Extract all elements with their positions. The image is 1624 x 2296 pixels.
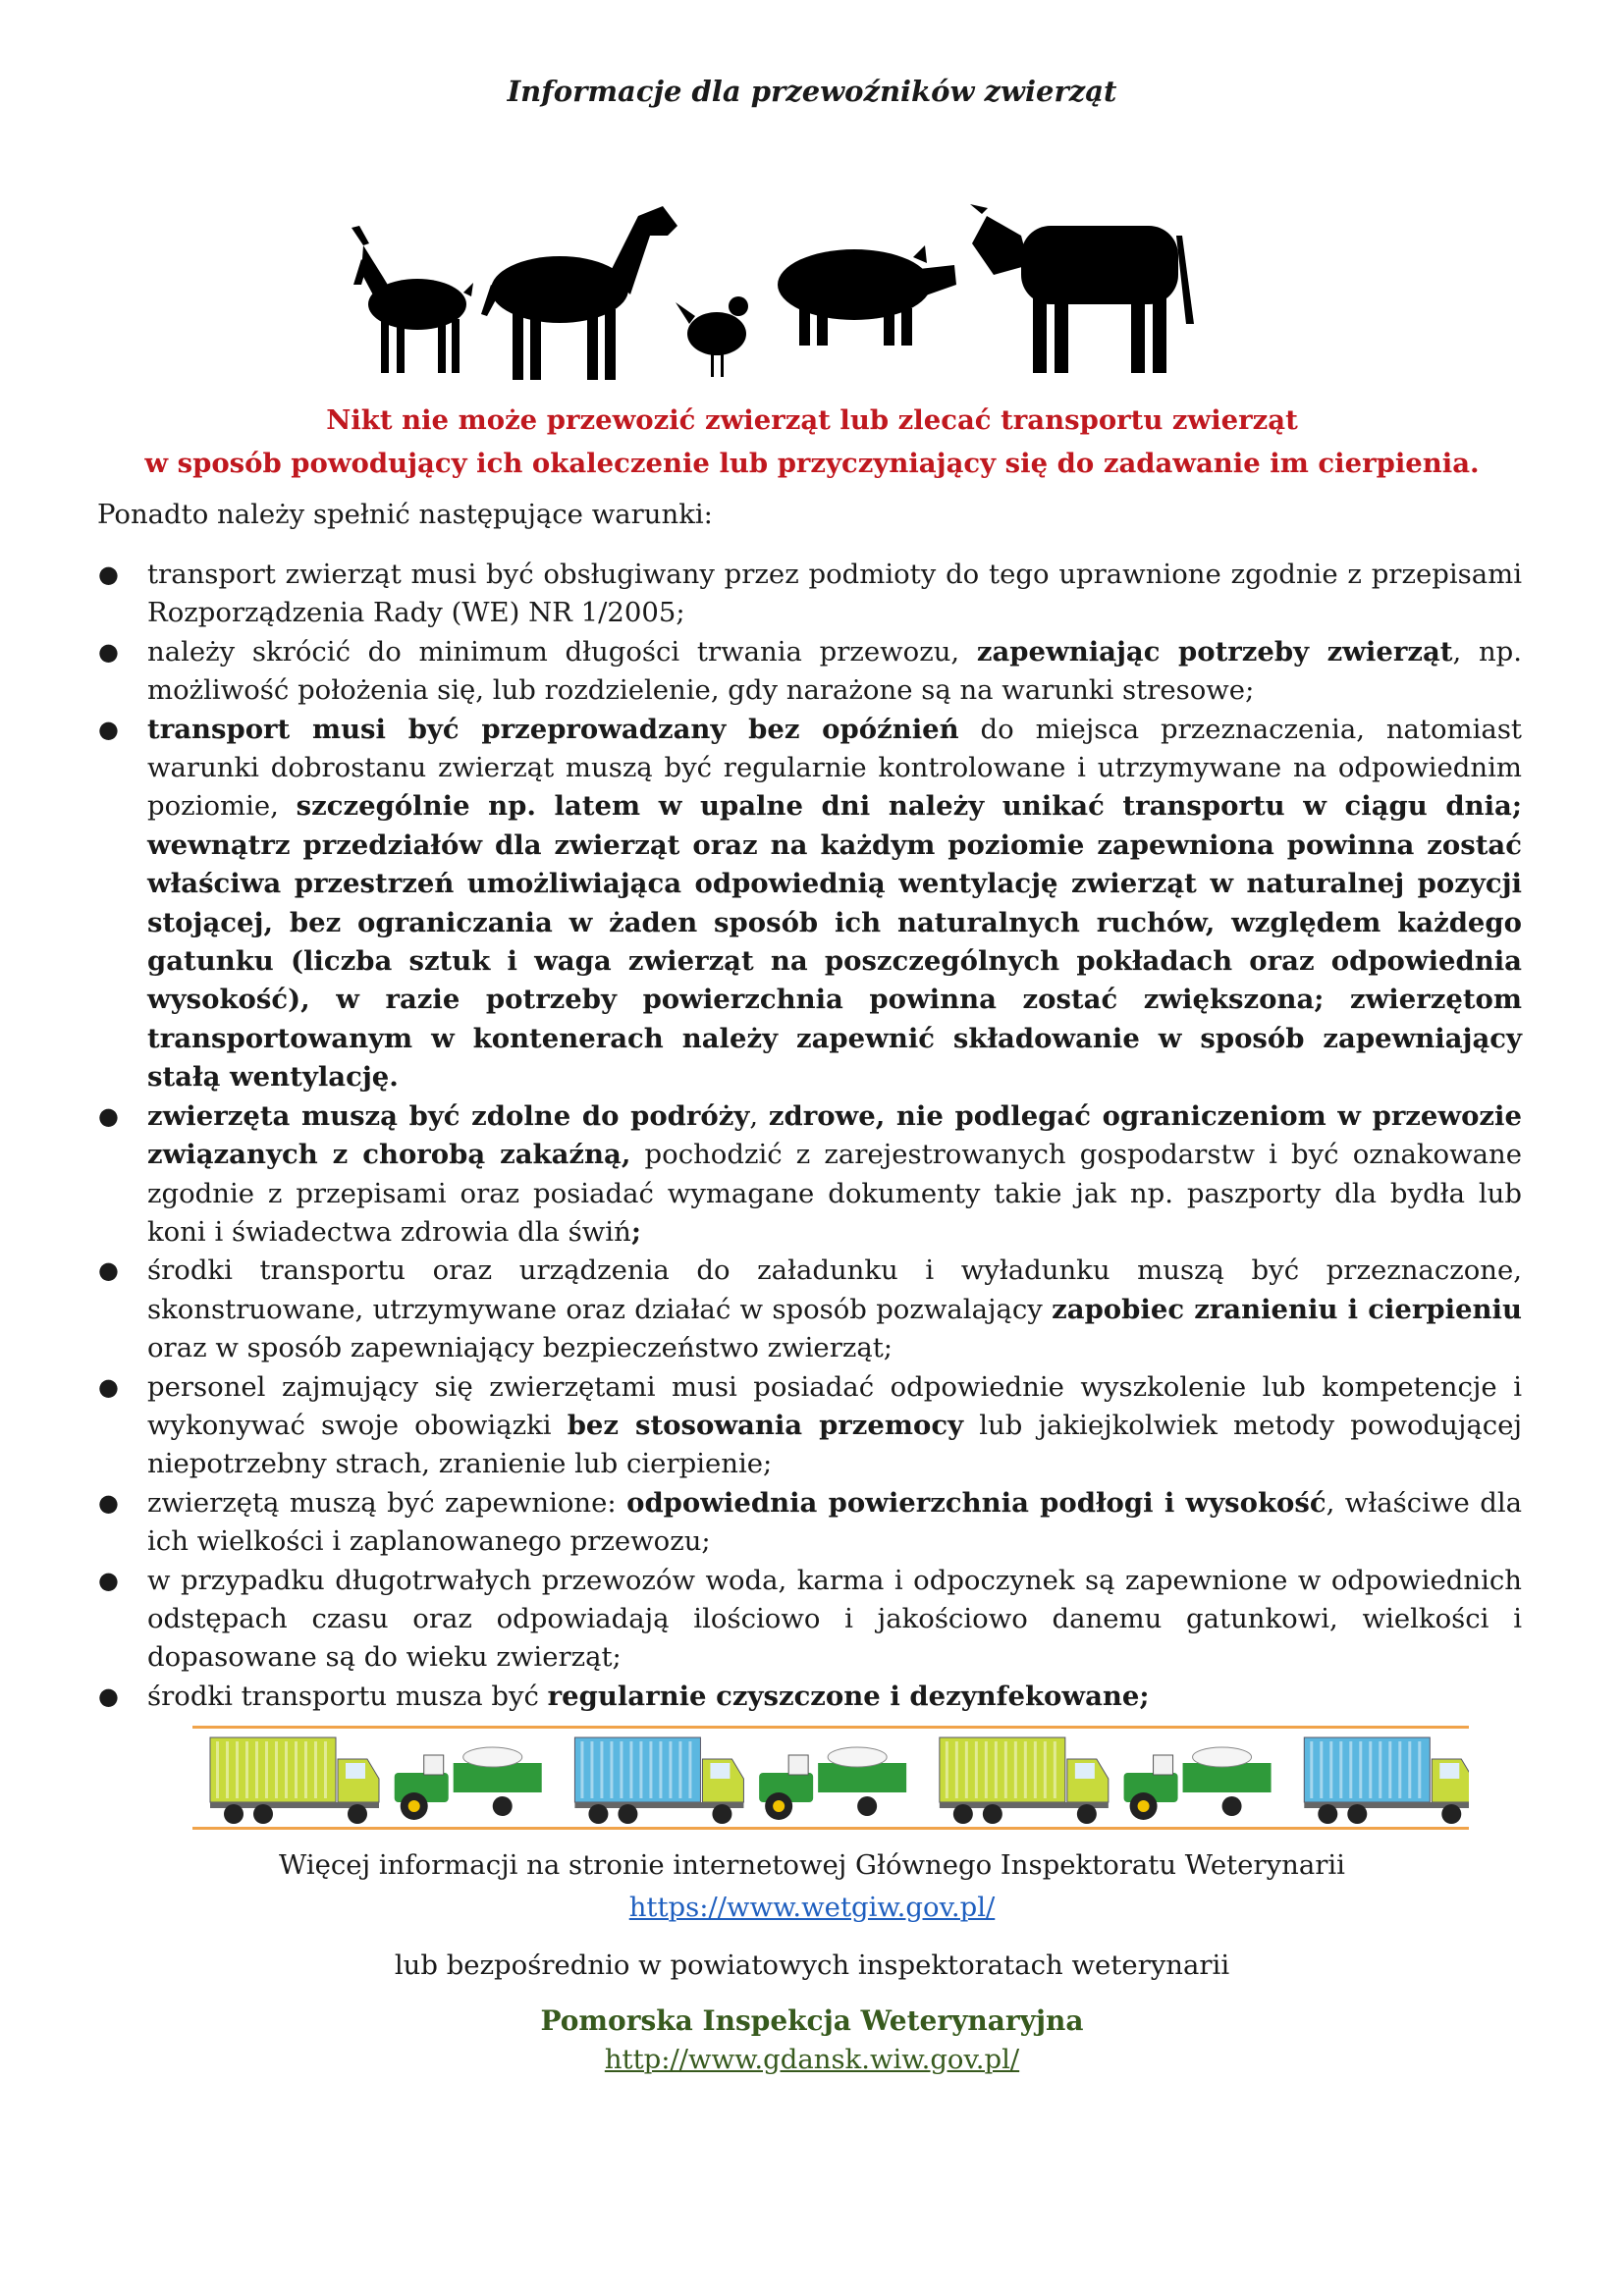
condition-text: oraz w sposób zapewniający bezpieczeństwo zwierząt; xyxy=(147,1332,893,1364)
condition-emphasis: zapobiec zranieniu i cierpieniu xyxy=(1052,1293,1522,1325)
condition-text: , xyxy=(749,1099,769,1132)
condition-text: środki transportu musza być xyxy=(147,1680,548,1712)
vehicles-divider xyxy=(192,1726,1469,1830)
gis-website-link[interactable]: https://www.wetgiw.gov.pl/ xyxy=(628,1892,996,1923)
condition-item xyxy=(98,1368,1522,1484)
tractor-trailer-icon xyxy=(395,1747,542,1820)
page-title: Informacje dla przewoźników zwierząt xyxy=(507,75,1117,108)
divider-bottom xyxy=(192,1827,1469,1830)
animal-silhouettes xyxy=(334,187,1276,383)
condition-item xyxy=(98,1097,1522,1253)
condition-text: należy skrócić do minimum długości trwania przewozu, xyxy=(147,635,977,667)
condition-emphasis: zdrowe, nie podlegać ograniczeniom w przewozie związanych z chorobą zakaźną, xyxy=(147,1099,1522,1171)
bullet-icon: ● xyxy=(98,1101,119,1130)
org-link-row xyxy=(0,2044,1624,2075)
warning-line-1: Nikt nie może przewozić zwierząt lub zlecać transportu zwierząt xyxy=(326,404,1298,436)
bullet-icon: ● xyxy=(98,1372,119,1401)
condition-text: pochodzić z zarejestrowanych gospodarstw i być oznakowane zgodnie z przepisami oraz posiadać wymagane dokumenty takie jak np. paszporty dla bydła lub koni i świadectwa zdrowia dla świń xyxy=(147,1139,1522,1248)
condition-item xyxy=(98,556,1522,633)
condition-text: personel zajmujący się zwierzętami musi posiadać odpowiednie wyszkolenie lub kompetencje i wykonywać swoje obowiązki xyxy=(147,1370,1522,1441)
bullet-icon: ● xyxy=(98,637,119,666)
condition-emphasis: regularnie czyszczone i dezynfekowane; xyxy=(547,1680,1150,1712)
condition-text: do miejsca przeznaczenia, natomiast warunki dobrostanu zwierząt muszą być regularnie kontrolowane i utrzymywane na odpowiednim poziomie, xyxy=(147,713,1522,823)
condition-text: zwierzętą muszą być zapewnione: xyxy=(147,1486,627,1519)
condition-emphasis: transport musi być przeprowadzany bez opóźnień xyxy=(147,713,959,745)
divider-top xyxy=(192,1726,1469,1729)
organization-name: Pomorska Inspekcja Weterynaryjna xyxy=(540,2004,1084,2037)
condition-item xyxy=(98,1562,1522,1678)
bullet-icon: ● xyxy=(98,1566,119,1594)
tractor-trailer-icon xyxy=(1124,1747,1272,1820)
local-inspectorates-text: lub bezpośrednio w powiatowych inspektoratach weterynarii xyxy=(394,1949,1230,1981)
cow-icon xyxy=(970,204,1194,373)
bullet-icon: ● xyxy=(98,1682,119,1710)
condition-text: lub jakiejkolwiek metody powodującej niepotrzebny strach, zranienie lub cierpienie; xyxy=(147,1409,1522,1480)
bullet-icon: ● xyxy=(98,1256,119,1285)
chicken-icon xyxy=(676,296,748,377)
condition-text: , właściwe dla ich wielkości i zaplanowanego przewozu; xyxy=(147,1486,1523,1558)
green-truck-icon xyxy=(210,1737,379,1824)
condition-item xyxy=(98,633,1522,711)
condition-emphasis: zwierzęta muszą być zdolne do podróży xyxy=(147,1099,750,1132)
bullet-icon: ● xyxy=(98,715,119,743)
condition-text: transport zwierząt musi być obsługiwany przez podmioty do tego uprawnione zgodnie z przepisami Rozporządzenia Rady (WE) NR 1/2005; xyxy=(147,559,1522,629)
goat-icon xyxy=(352,226,473,373)
warning-notice xyxy=(59,399,1565,485)
condition-item xyxy=(98,711,1522,1097)
bullet-icon: ● xyxy=(98,561,119,588)
condition-emphasis: odpowiednia powierzchnia podłogi i wysokość xyxy=(626,1486,1326,1519)
pig-icon xyxy=(778,245,956,346)
blue-truck-icon xyxy=(1304,1737,1469,1824)
condition-emphasis: szczególnie np. latem w upalne dni należy unikać transportu w ciągu dnia; wewnątrz przedziałów dla zwierząt oraz na każdym poziomie zapewniona powinna zostać właściwa przestrzeń umożliwiająca odpowiednią wentylację zwierząt w naturalnej pozycji stojącej, bez ograniczania w żaden sposób ich naturalnych ruchów, względem każdego gatunku (liczba sztuk i waga zwierząt na poszczególnych pokładach oraz odpowiednia wysokość), w razie potrzeby powierzchnia powinna zostać zwiększona; zwierzętom transportowanym w kontenerach należy zapewnić składowanie w sposób zapewniający stałą wentylację. xyxy=(147,790,1522,1094)
condition-emphasis: zapewniając potrzeby zwierząt xyxy=(976,635,1453,667)
condition-emphasis: ; xyxy=(630,1215,641,1248)
condition-text: środki transportu oraz urządzenia do załadunku i wyładunku muszą być przeznaczone, skonstruowane, utrzymywane oraz działać w sposób pozwalający xyxy=(147,1255,1522,1325)
warning-line-2: w sposób powodujący ich okaleczenie lub przyczyniający się do zadawanie im cierpienia. xyxy=(144,448,1480,479)
more-info-text: Więcej informacji na stronie internetowej Głównego Inspektoratu Weterynarii xyxy=(279,1849,1345,1881)
bullet-icon: ● xyxy=(98,1488,119,1517)
condition-text: , np. możliwość położenia się, lub rozdzielenie, gdy narażone są na warunki stresowe; xyxy=(147,635,1522,707)
org-website-link[interactable]: http://www.gdansk.wiw.gov.pl/ xyxy=(604,2044,1020,2075)
condition-emphasis: bez stosowania przemocy xyxy=(567,1409,964,1441)
gis-link-row xyxy=(0,1892,1624,1923)
green-truck-icon xyxy=(940,1737,1109,1824)
conditions-list xyxy=(98,556,1523,1716)
tractor-trailer-icon xyxy=(759,1747,906,1820)
condition-text: w przypadku długotrwałych przewozów woda, karma i odpoczynek są zapewnione w odpowiednich odstępach czasu oraz odpowiadają ilościowo i jakościowo danemu gatunkowi, wielkości i dopasowane są do wieku zwierząt; xyxy=(147,1564,1522,1674)
condition-item xyxy=(98,1678,1522,1716)
condition-item xyxy=(98,1252,1522,1367)
conditions-intro: Ponadto należy spełnić następujące warunki: xyxy=(97,499,713,530)
condition-item xyxy=(98,1484,1523,1562)
blue-truck-icon xyxy=(574,1737,743,1824)
horse-icon xyxy=(481,206,677,380)
